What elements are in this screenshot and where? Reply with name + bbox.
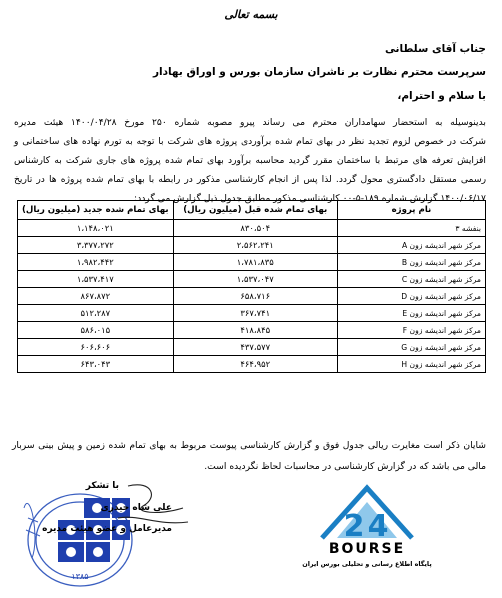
cost-before-cell: ۶۵۸،۷۱۶ — [173, 288, 337, 305]
invocation-heading: بسمه تعالی — [224, 8, 278, 21]
table-header-row — [18, 201, 486, 220]
project-name-cell: مرکز شهر اندیشه زون C — [337, 271, 485, 288]
cost-before-cell: ۴۳۷،۵۷۷ — [173, 339, 337, 356]
project-name-cell: مرکز شهر اندیشه زون D — [337, 288, 485, 305]
note-paragraph — [12, 435, 486, 477]
body-line: افزایش تعرفه های مرتبط با ساختمان مقرر گردید محاسبه برآورد بهای تمام شده پروژه های جاری شرکت به کارشناس — [14, 155, 486, 166]
cost-before-cell: ۲،۵۶۲،۲۴۱ — [173, 237, 337, 254]
table-row — [18, 220, 486, 237]
project-name-cell: مرکز شهر اندیشه زون B — [337, 254, 485, 271]
cost-new-cell: ۶۰۶،۶۰۶ — [18, 339, 174, 356]
signatory-title: مدیرعامل و عضو هیئت مدیره — [42, 524, 172, 534]
cost-new-cell: ۶۴۳،۰۴۳ — [18, 356, 174, 373]
table-row — [18, 356, 486, 373]
seal-year: ۱۳۸۵ — [71, 572, 89, 581]
project-cost-table — [17, 200, 486, 373]
greeting: با سلام و احترام، — [397, 90, 486, 102]
project-name-cell: مرکز شهر اندیشه زون A — [337, 237, 485, 254]
project-name-cell: مرکز شهر اندیشه زون H — [337, 356, 485, 373]
cost-new-cell: ۵۱۲،۲۸۷ — [18, 305, 174, 322]
cost-new-cell: ۱،۹۸۲،۴۴۲ — [18, 254, 174, 271]
header-cost-before: بهای تمام شده قبل (میلیون ریال) — [173, 201, 337, 220]
header-project-name: نام پروژه — [337, 201, 485, 220]
table-row — [18, 271, 486, 288]
logo-subtitle: پایگاه اطلاع رسانی و تحلیلی بورس ایران — [302, 560, 432, 568]
addressee-title: سرپرست محترم نظارت بر ناشران سازمان بورس و اوراق بهادار — [152, 66, 486, 78]
addressee-name: جناب آقای سلطانی — [384, 43, 486, 55]
project-name-cell: مرکز شهر اندیشه زون F — [337, 322, 485, 339]
signatory-name: علی شاه حیدری — [100, 503, 172, 513]
cost-before-cell: ۱،۵۳۷،۰۴۷ — [173, 271, 337, 288]
project-name-cell: بنفشه ۳ — [337, 220, 485, 237]
table-row — [18, 288, 486, 305]
header-cost-new: بهای تمام شده جدید (میلیون ریال) — [18, 201, 174, 220]
cost-new-cell: ۱،۱۴۸،۰۲۱ — [18, 220, 174, 237]
body-line: ۱۴۰۰/۰۶/۱۷ گزارش شماره ۱۸۹-۵-۰۰ کارشناسی مذکور مطابق جدول ذیل گزارش می گردد: — [134, 193, 486, 204]
cost-before-cell: ۳۶۷،۷۴۱ — [173, 305, 337, 322]
project-name-cell: مرکز شهر اندیشه زون G — [337, 339, 485, 356]
table-row — [18, 305, 486, 322]
svg-text:4: 4 — [367, 509, 389, 544]
letter-body — [14, 113, 486, 208]
table-row — [18, 339, 486, 356]
table-row — [18, 237, 486, 254]
note-line: مالی می باشد که در گزارش کارشناسی در محاسبات لحاظ نگردیده است. — [204, 461, 486, 472]
cost-new-cell: ۵۸۶،۰۱۵ — [18, 322, 174, 339]
body-line: رسمی مستقل دادگستری محول گردد. لذا پس از انجام کارشناسی مذکور در رابطه با بهای تمام شده پروژه ها در تاریخ — [14, 174, 486, 185]
project-name-cell: مرکز شهر اندیشه زون E — [337, 305, 485, 322]
cost-before-cell: ۸۳۰،۵۰۴ — [173, 220, 337, 237]
cost-new-cell: ۱،۵۳۷،۴۱۷ — [18, 271, 174, 288]
cost-before-cell: ۴۶۴،۹۵۲ — [173, 356, 337, 373]
cost-before-cell: ۴۱۸،۸۴۵ — [173, 322, 337, 339]
note-line: شایان ذکر است مغایرت ریالی جدول فوق و گزارش کارشناسی پیوست مربوط به بهای تمام شده زمین و پیش بینی سربار — [12, 440, 486, 451]
body-line: شرکت در خصوص لزوم تجدید نظر در بهای تمام شده برآوردی پروژه های شرکت با توجه به تورم نهاده های ساختمانی و — [14, 136, 486, 147]
svg-text:2: 2 — [343, 509, 365, 544]
cost-new-cell: ۸۶۷،۸۷۲ — [18, 288, 174, 305]
cost-before-cell: ۱،۷۸۱،۸۳۵ — [173, 254, 337, 271]
closing-thanks: با تشکر — [85, 481, 119, 491]
logo-wordmark: BOURSE — [328, 541, 406, 557]
cost-new-cell: ۳،۳۷۷،۲۷۲ — [18, 237, 174, 254]
table-row — [18, 322, 486, 339]
table-row — [18, 254, 486, 271]
body-line: بدینوسیله به استحضار سهامداران محترم می رساند پیرو مصوبه شماره ۲۵۰ مورخ ۱۴۰۰/۰۴/۲۸ هیئت مدیره — [14, 117, 486, 128]
